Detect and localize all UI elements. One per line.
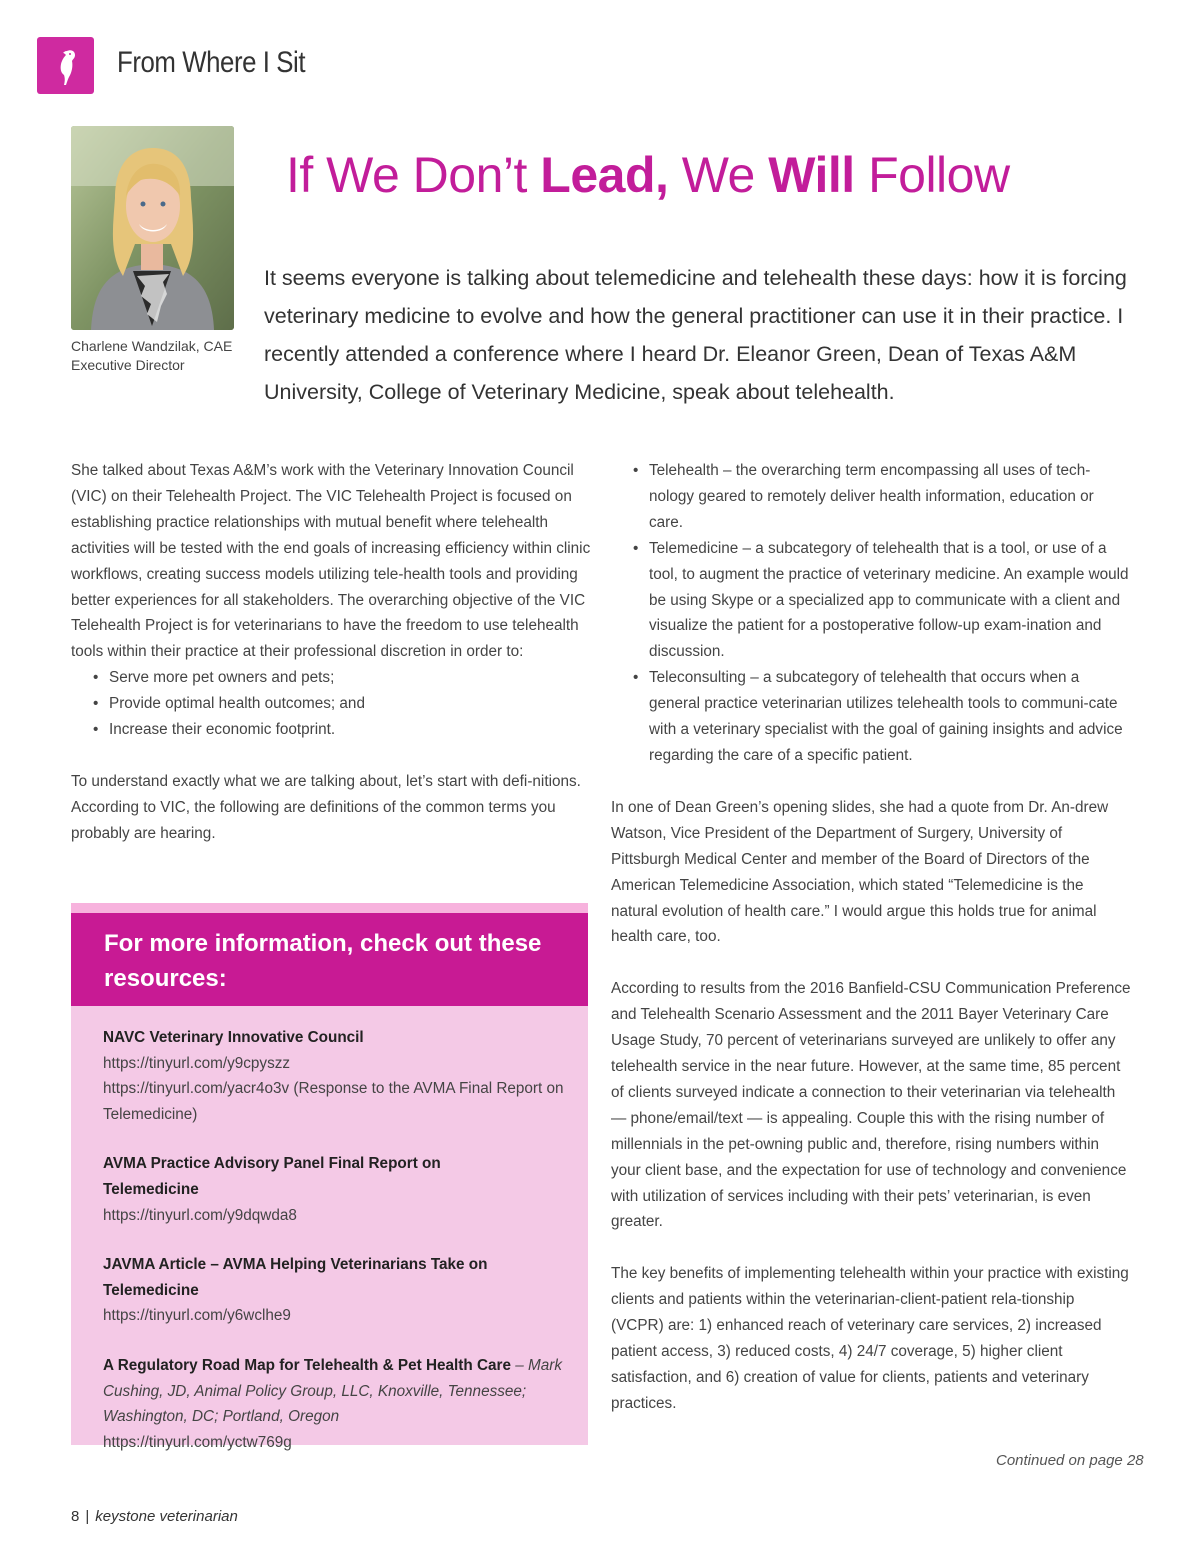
logo-badge xyxy=(37,37,94,94)
resource-item xyxy=(103,1353,573,1455)
folio-separator: | xyxy=(85,1508,90,1525)
page-number: 8 xyxy=(71,1508,80,1525)
continued-note: Continued on page 28 xyxy=(996,1452,1144,1469)
resource-title: A Regulatory Road Map for Telehealth & Pet Health Care xyxy=(103,1356,511,1374)
resources-top-bar xyxy=(71,903,588,913)
resource-link[interactable]: https://tinyurl.com/y9cpyszz xyxy=(103,1054,291,1072)
portrait-image xyxy=(71,126,234,330)
resource-link[interactable]: https://tinyurl.com/y6wclhe9 xyxy=(103,1307,291,1325)
resource-title: JAVMA Article – AVMA Helping Veterinarians Take on Telemedicine xyxy=(103,1256,488,1299)
resources-title: For more information, check out these resources: xyxy=(104,930,542,992)
definition-item: • Teleconsulting – a subcategory of telehealth that occurs when a general practice veterinarian utilizes telehealth tools to communi-cate with a veterinary specialist with the goal of gaining insights and advice regarding the care of a specific patient. xyxy=(611,665,1131,769)
right-column xyxy=(611,458,1131,1417)
resource-item xyxy=(103,1151,573,1228)
bird-icon xyxy=(37,37,94,94)
body-paragraph: The key benefits of implementing telehealth within your practice with existing clients and patients within the veterinarian-client-patient rela-tionship (VCPR) are: 1) enhanced reach of veterinary care services, 2) increased patient access, 3) reduced costs, 4) 24/7 coverage, 5) higher client satisfaction, and 6) creation of value for clients, patients and veterinary practices. xyxy=(611,1265,1129,1412)
resource-title: NAVC Veterinary Innovative Council xyxy=(103,1029,364,1046)
section-title: From Where I Sit xyxy=(117,46,306,79)
resource-title: AVMA Practice Advisory Panel Final Report on Telemedicine xyxy=(103,1155,441,1198)
resource-author: – Mark Cushing, JD, Animal Policy Group, LLC, Knoxville, Tennessee; Washington, DC; Portland, Oregon xyxy=(103,1356,562,1426)
author-photo xyxy=(71,126,234,330)
resource-link[interactable]: https://tinyurl.com/y9dqwda8 xyxy=(103,1206,297,1224)
resource-item xyxy=(103,1252,573,1329)
list-item: • Serve more pet owners and pets; xyxy=(71,665,596,691)
body-paragraph: According to results from the 2016 Banfield-CSU Communication Preference and Telehealth Scenario Assessment and the 2011 Bayer Veterinary Care Usage Study, 70 percent of veterinarians surveyed are unlikely to offer any telehealth service in the near future. However, at the same time, 85 percent of clients surveyed indicate a connection to their veterinarian via telehealth — phone/email/text — is appealing. Couple this with the rising number of millennials in the pet-owning public and, therefore, rising numbers within your client base, and the expectation for use of technology and convenience with utilization of services including with their pets’ veterinarian, is even greater. xyxy=(611,980,1131,1231)
body-paragraph: In one of Dean Green’s opening slides, she had a quote from Dr. An-drew Watson, Vice President of the Department of Surgery, University of Pittsburgh Medical Center and member of the Board of Directors of the American Telemedicine Association, which stated “Telemedicine is the natural evolution of health care.” I would argue this holds true for animal health care, too. xyxy=(611,798,1109,946)
resource-link[interactable]: https://tinyurl.com/yacr4o3v (Response to the AVMA Final Report on Telemedicine) xyxy=(103,1080,564,1123)
page-folio xyxy=(71,1508,238,1525)
goals-list xyxy=(71,665,596,743)
list-item: • Provide optimal health outcomes; and xyxy=(71,691,596,717)
list-item: • Increase their economic footprint. xyxy=(71,717,596,743)
article-headline: If We Don’t Lead, We Will Follow xyxy=(286,147,1010,203)
definition-item: • Telehealth – the overarching term encompassing all uses of tech-nology geared to remotely deliver health information, education or care. xyxy=(611,458,1131,536)
body-paragraph: To understand exactly what we are talking about, let’s start with defi-nitions. According to VIC, the following are definitions of the common terms you probably are hearing. xyxy=(71,772,581,842)
resources-list xyxy=(103,1025,573,1479)
left-column xyxy=(71,458,596,847)
definitions-list xyxy=(611,458,1131,769)
body-paragraph: She talked about Texas A&M’s work with the Veterinary Innovation Council (VIC) on their Telehealth Project. The VIC Telehealth Project is focused on establishing practice relationships with mutual benefit where telehealth activities will be tested with the end goals of increasing efficiency within clinic workflows, creating success models utilizing tele-health tools and providing better experiences for all stakeholders. The overarching objective of the VIC Telehealth Project is for veterinarians to have the freedom to use telehealth tools within their practice at their professional discretion in order to: xyxy=(71,462,591,661)
resource-item xyxy=(103,1025,573,1127)
resource-link[interactable]: https://tinyurl.com/yctw769g xyxy=(103,1433,292,1451)
author-role: Executive Director xyxy=(71,357,185,373)
author-name: Charlene Wandzilak, CAE xyxy=(71,338,233,354)
definition-item: • Telemedicine – a subcategory of telehealth that is a tool, or use of a tool, to augment the practice of veterinary medicine. An example would be using Skype or a specialized app to communicate with a client and visualize the patient for a postoperative follow-up exam-ination and discussion. xyxy=(611,536,1131,666)
magazine-name: keystone veterinarian xyxy=(95,1508,238,1525)
intro-paragraph: It seems everyone is talking about telemedicine and telehealth these days: how it is forcing veterinary medicine to evolve and how the general practitioner can use it in their practice. I recently attended a conference where I heard Dr. Eleanor Green, Dean of Texas A&M University, College of Veterinary Medicine, speak about telehealth. xyxy=(264,266,1127,404)
